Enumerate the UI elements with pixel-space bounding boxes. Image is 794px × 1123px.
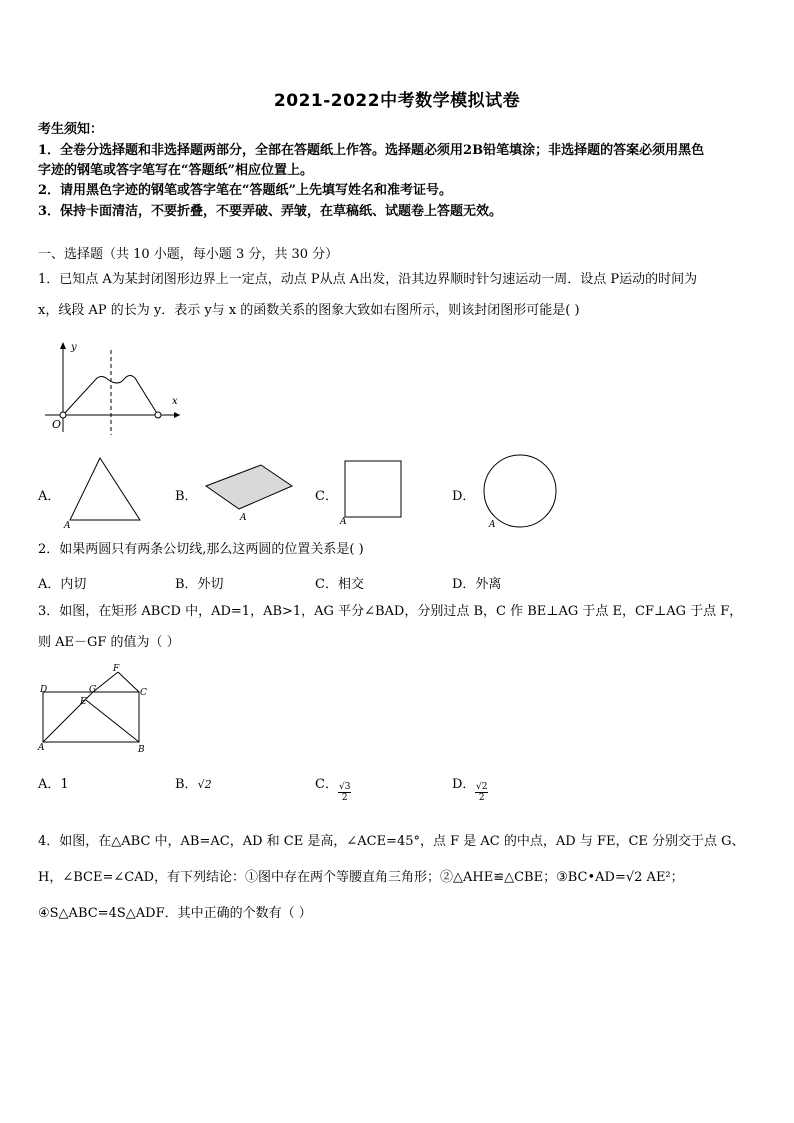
q2-option-d[interactable]: D．外离	[452, 577, 502, 592]
q1-line-1: 1．已知点 A为某封闭图形边界上一定点，动点 P从点 A出发，沿其边界顺时针匀速运动一周．设点 P运动的时间为	[38, 272, 698, 287]
q3-label-g: G	[89, 685, 97, 695]
q3-d-denominator: 2	[478, 793, 485, 803]
notice-line-3: 3．保持卡面清洁，不要折叠，不要弄破、弄皱，在草稿纸、试题卷上答题无效。	[38, 204, 503, 219]
q3-option-a[interactable]: A．1	[38, 777, 69, 792]
q4-line-1: 4．如图，在△ABC 中，AB=AC，AD 和 CE 是高，∠ACE=45°，点 F 是 AC 的中点，AD 与 FE，CE 分别交于点 G、	[38, 834, 745, 849]
q3-option-b-label: B．	[175, 777, 198, 792]
q3-c-numerator: √3	[339, 782, 351, 792]
q1-c-point-label: A	[340, 517, 347, 527]
q3-line-1: 3．如图，在矩形 ABCD 中，AD=1，AB>1，AG 平分∠BAD，分别过点 B，C 作 BE⊥AG 于点 E，CF⊥AG 于点 F，	[38, 604, 743, 619]
q1-triangle-figure	[65, 455, 145, 525]
q2-option-c[interactable]: C．相交	[315, 577, 364, 592]
q3-option-c[interactable]: C．	[315, 777, 338, 792]
q3-label-f: F	[113, 664, 120, 674]
q3-option-c-fraction	[338, 782, 351, 803]
q3-c-denominator: 2	[341, 793, 348, 803]
q4-line-2: H，∠BCE=∠CAD，有下列结论：①图中存在两个等腰直角三角形；②△AHE≌△CBE；③BC•AD=√2 AE²；	[38, 870, 684, 885]
q3-label-a: A	[38, 743, 45, 753]
q2-stem: 2．如果两圆只有两条公切线,那么这两圆的位置关系是( )	[38, 542, 364, 557]
graph-x-label: x	[172, 396, 178, 407]
q1-option-b[interactable]: B．	[175, 489, 198, 504]
q3-label-b: B	[138, 745, 145, 755]
q3-rectangle-figure	[38, 664, 148, 754]
q3-line-2: 则 AE－GF 的值为（ ）	[38, 635, 180, 650]
q4-line-3: ④S△ABC=4S△ADF．其中正确的个数有（ ）	[38, 906, 312, 921]
q3-option-b[interactable]	[175, 773, 212, 792]
notice-line-2: 2．请用黑色字迹的钢笔或答字笔在“答题纸”上先填写姓名和准考证号。	[38, 183, 453, 198]
q3-option-b-value: √2	[197, 778, 212, 791]
q1-d-point-label: A	[489, 520, 496, 530]
q3-label-c: C	[140, 688, 147, 698]
q1-square-figure	[344, 460, 404, 520]
q1-a-point-label: A	[64, 521, 71, 531]
q3-label-e: E	[80, 697, 87, 707]
section-heading: 一、选择题（共 10 小题，每小题 3 分，共 30 分）	[38, 247, 339, 262]
notice-line-1: 1．全卷分选择题和非选择题两部分，全部在答题纸上作答。选择题必须用2B铅笔填涂；非选择题的答案必须用黑色	[38, 143, 705, 158]
page-title: 2021-2022中考数学模拟试卷	[273, 91, 521, 111]
q1-rhombus-figure	[203, 462, 295, 512]
notice-heading: 考生须知：	[38, 122, 104, 137]
q3-option-d[interactable]: D．	[452, 777, 476, 792]
q2-option-a[interactable]: A．内切	[38, 577, 87, 592]
q1-option-d[interactable]: D．	[452, 489, 476, 504]
notice-line-1b: 字迹的钢笔或答字笔写在“答题纸”相应位置上。	[38, 163, 313, 178]
q2-option-b[interactable]: B．外切	[175, 577, 224, 592]
q3-d-numerator: √2	[476, 782, 488, 792]
graph-y-label: y	[71, 342, 77, 353]
q3-label-d: D	[40, 685, 48, 695]
graph-origin-label: O	[52, 418, 62, 431]
q1-circle-figure	[482, 453, 558, 529]
q1-option-c[interactable]: C．	[315, 489, 338, 504]
q1-line-2: x，线段 AP 的长为 y．表示 y与 x 的函数关系的图象大致如右图所示，则该封闭图形可能是( )	[38, 303, 580, 318]
q1-option-a[interactable]: A．	[38, 489, 61, 504]
q1-function-graph	[40, 340, 190, 435]
q3-option-d-fraction	[475, 782, 488, 803]
q1-b-point-label: A	[240, 513, 247, 523]
